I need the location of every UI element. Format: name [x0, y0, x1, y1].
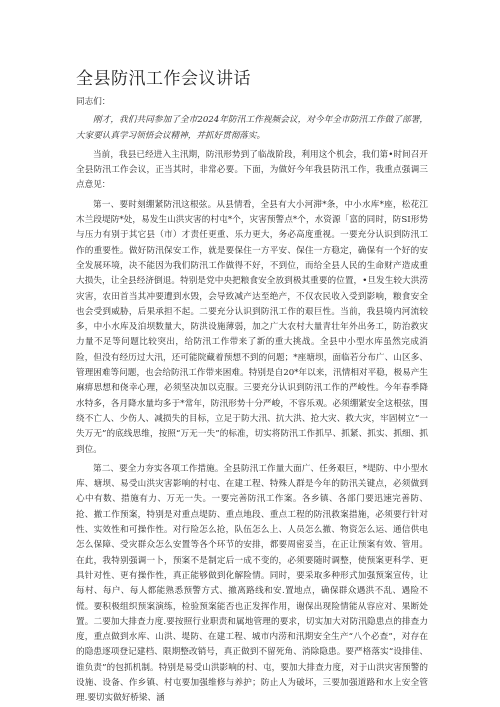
document-body [76, 95, 428, 707]
paragraph-point-one: 第一、要时刻绷紧防汛这根弦。从县情看，全县有大小河滞*条，中小水库*座，松花江木兰段堤防*处，易发生山洪灾害的村屯*个，灾害预警点*个，水资源「富的同时，防SI形势与压力有别于其它县（市）才责任更重、乐力更大，务必高度重视。一要充分认识到防汛工作的重要性。做好防汛保安工作，就是要保住一方平安、保住一方稳定，确保有一个好的安全发展环境，决不能因为我们防汛工作做得不好，不到位，而给全县人民的生命财产造成重大损失，让全县经济倒退。特别是党中央把粮食安全放到极其重要的位置，•旦发生较大洪涝灾害，农田首当其冲要遭到水毁，会导致减产达至绝产，不仅农民收入受到影响，粮食安全也会受到威胁，后果承担不起。二要充分认识到防汛工作的艰巨性。当前，我县境内河流较多，中小水库及泊坝数量大，防洪设施薄弱，加之广大农村大量青壮年外出务工，防治救灾力量不足等问题比较突出，给防汛工作带来了新的重大挑战。全县中小型水库虽然完成消险，但没有经历过大汛，还可能院藏着预想不到的问题；*座塘坝，面临若分布广、山区多、管理困难等问题，也会给防汛工作带来困难。特别是自20*年以来，汛情相对平稳，极易产生麻痹思想和侥幸心理，必须坚决加以克服。三要充分认识到防汛工作的严峻性。今年春季降水特多，各月降水量均多于*常年，防汛形势十分严峻，不容乐观。必须绷紧安全这根弦，围绕不亡人、少伤人、减损失的目标，立足于防大汛、抗大洪、抢大灾、救大灾，牢固树立“一失万无”的底线思维，按照“万无一失”的标准，切实将防汛工作抓早、抓紧、抓实、抓细、抓到位。 [76, 199, 428, 455]
paragraph-situation: 当前，我县已经进入主汛期，防汛形势到了临战阶段，利用这个机会，我们第•时间召开全县防汛工作会议，正当其时，非常必要。下面，为做好今年我县防汛工作，我重点强调三点意见： [76, 149, 428, 191]
document-title: 全县防汛工作会议讲话 [76, 69, 251, 89]
greeting: 同志们： [76, 97, 111, 107]
paragraph-point-two: 第二、要全力夯实各项工作措施。全县防汛工作量大面广、任务艰巨，*堤防、中小型水库、塘坝、易受山洪灾害影响的村屯、在建工程、特殊人群是今年的防汛关键点，必须做到心中有数、措施有力、万无一失。一要完善防汛工作案。各乡镇、各部门要迅速完善防、抢、撤工作预案，特别是对重点堤防、重点地段、重点工程的防汛救案措施，必须要行针对性、实效性和可操作性。对行险怎么抢，队伍怎么上、人员怎么撤、物资怎么运、通信供电怎么保障、受灾群众怎么安置等各个环节的安排，都要周密妥当，在正让预案有效、管用。在此，我特别强调一卜，预案不是制定后一成不变的，必须要随时调整，使预案更科学、更具针对性、更有操作性，真正能够做到化解险情。同时，要采取多种形式加强预案宣传，让每村、每户、每人都能熟悉预警方式、撤离路线和安.置地点，确保群众遇洪不乱、遇险不慌。要积极组织预案演练，检验预案能否也正发挥作用，谢保出现险情能从容应对、果断处置。二要加大排查力度.要按照行业职责和属地管理的要求，切实加大对防汛隐患点的排查力度，重点做到水库、山洪、堤防、在建工程、城市内涝和汛期安全生产“八个必查”，对存在的隐患逐项登记建档、限期整改销号，真正做到不留死角、消除隐患。要严格落实“设排佳、谁负责”的包抓机制。特别是易受山洪影响的村、屯，要加大排查力度，对于山洪灾害预警的设施、设备、作乡镇、村屯要加强维修与养护；防止人为破坏，三要加强道路和水上安全管理.要切实做好桥梁、涵 [76, 463, 428, 704]
paragraph-intro: 刚才，我们共同参加了全市2024年防汛工作视频会议，对今年全市防汛工作做了部署，大家要认真学习领悟会议精神，并抓好贯彻落实。 [76, 115, 428, 141]
